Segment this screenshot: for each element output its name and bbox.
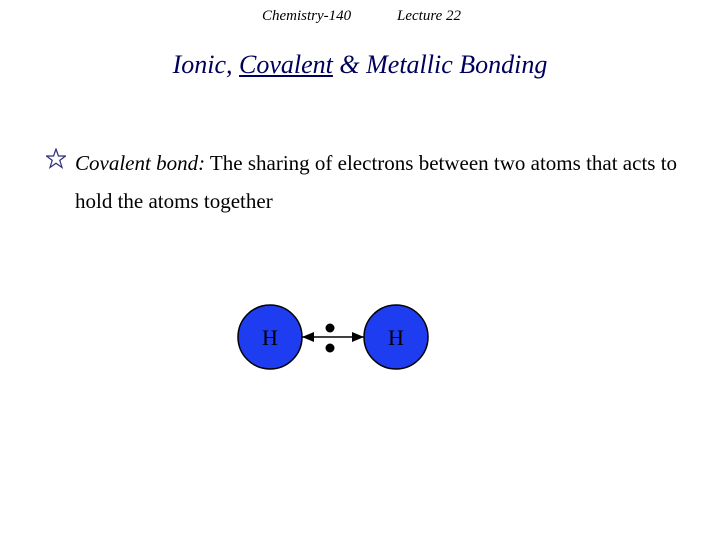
- right-atom-symbol: H: [388, 325, 404, 350]
- shared-electron-top: [326, 324, 335, 333]
- definition-term: Covalent bond:: [75, 151, 206, 175]
- left-arrowhead: [302, 332, 314, 342]
- right-arrowhead: [352, 332, 364, 342]
- title-part-covalent: Covalent: [239, 50, 333, 79]
- course-label: Chemistry-140: [262, 8, 352, 24]
- left-atom-symbol: H: [262, 325, 278, 350]
- title-part-metallic: & Metallic Bonding: [332, 50, 548, 79]
- definition-text: The sharing of electrons between two atoms that acts to hold the atoms together: [75, 151, 678, 213]
- title-part-ionic: Ionic,: [172, 50, 240, 79]
- shared-electron-bottom: [326, 344, 335, 353]
- lecture-label: Lecture 22: [397, 8, 462, 24]
